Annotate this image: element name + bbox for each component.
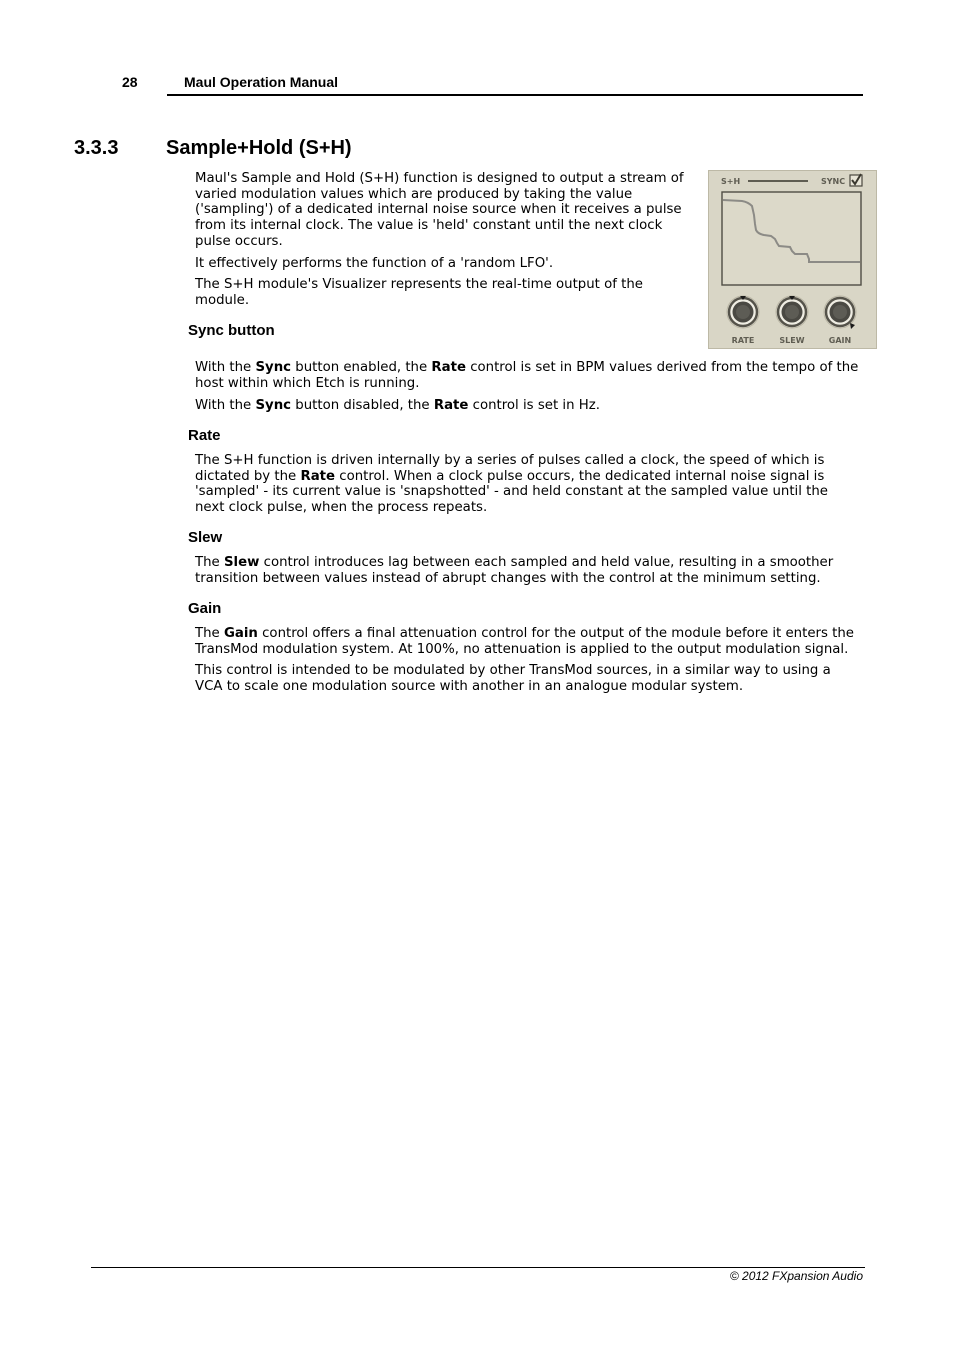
gain-paragraph-1: The Gain control offers a final attenuation control for the output of the module before it enters the TransMod modulation system. At 100%, no attenuation is applied to the output modulation signal. bbox=[195, 626, 854, 657]
section-number: 3.3.3 bbox=[74, 137, 119, 159]
sync-heading: Sync button bbox=[188, 322, 275, 339]
slew-paragraph: The Slew control introduces lag between each sampled and held value, resulting in a smoother transition between values instead of abrupt changes with the control at the minimum setting. bbox=[195, 555, 834, 586]
sync-checkbox[interactable] bbox=[850, 174, 862, 186]
footer-copyright: © 2012 FXpansion Audio bbox=[729, 1269, 863, 1283]
header-rule bbox=[167, 94, 863, 96]
intro-paragraph-1: Maul's Sample and Hold (S+H) function is designed to output a stream of varied modulation values which are produced by taking the value ('sampling') of a dedicated internal noise source when it receives a pulse from its internal clock. The value is 'held' constant until the next clock pulse occurs. bbox=[195, 171, 684, 249]
gain-heading: Gain bbox=[188, 600, 222, 617]
footer-rule bbox=[91, 1267, 865, 1268]
manual-title: Maul Operation Manual bbox=[184, 74, 339, 90]
rate-knob-label: RATE bbox=[731, 336, 755, 345]
rate-knob[interactable] bbox=[727, 296, 759, 328]
sync-paragraph-2: With the Sync button disabled, the Rate control is set in Hz. bbox=[195, 398, 600, 413]
gain-knob-label: GAIN bbox=[828, 336, 852, 345]
sync-label: SYNC bbox=[821, 177, 846, 186]
sync-paragraph-1: With the Sync button enabled, the Rate control is set in BPM values derived from the tempo of the host within which Etch is running. bbox=[195, 360, 859, 391]
section-title: Sample+Hold (S+H) bbox=[166, 137, 352, 159]
slew-knob[interactable] bbox=[776, 296, 808, 328]
intro-paragraph-2: It effectively performs the function of a 'random LFO'. bbox=[195, 256, 554, 271]
rate-heading: Rate bbox=[188, 427, 221, 444]
intro-paragraph-3: The S+H module's Visualizer represents the real-time output of the module. bbox=[195, 277, 643, 308]
gain-paragraph-2: This control is intended to be modulated by other TransMod sources, in a similar way to using a VCA to scale one modulation source with another in an analogue modular system. bbox=[195, 663, 831, 694]
visualizer-display bbox=[722, 192, 861, 285]
sh-module-image bbox=[708, 170, 877, 349]
gain-knob[interactable] bbox=[824, 296, 856, 329]
slew-knob-label: SLEW bbox=[779, 336, 805, 345]
slew-heading: Slew bbox=[188, 529, 223, 546]
rate-paragraph: The S+H function is driven internally by a series of pulses called a clock, the speed of which is dictated by the Rate control. When a clock pulse occurs, the dedicated internal noise signal is 'sampled' - its current value is 'snapshotted' - and held constant at the sampled value until the next clock pulse, when the process repeats. bbox=[195, 453, 828, 516]
page-number: 28 bbox=[122, 74, 138, 90]
sh-label: S+H bbox=[721, 177, 741, 186]
